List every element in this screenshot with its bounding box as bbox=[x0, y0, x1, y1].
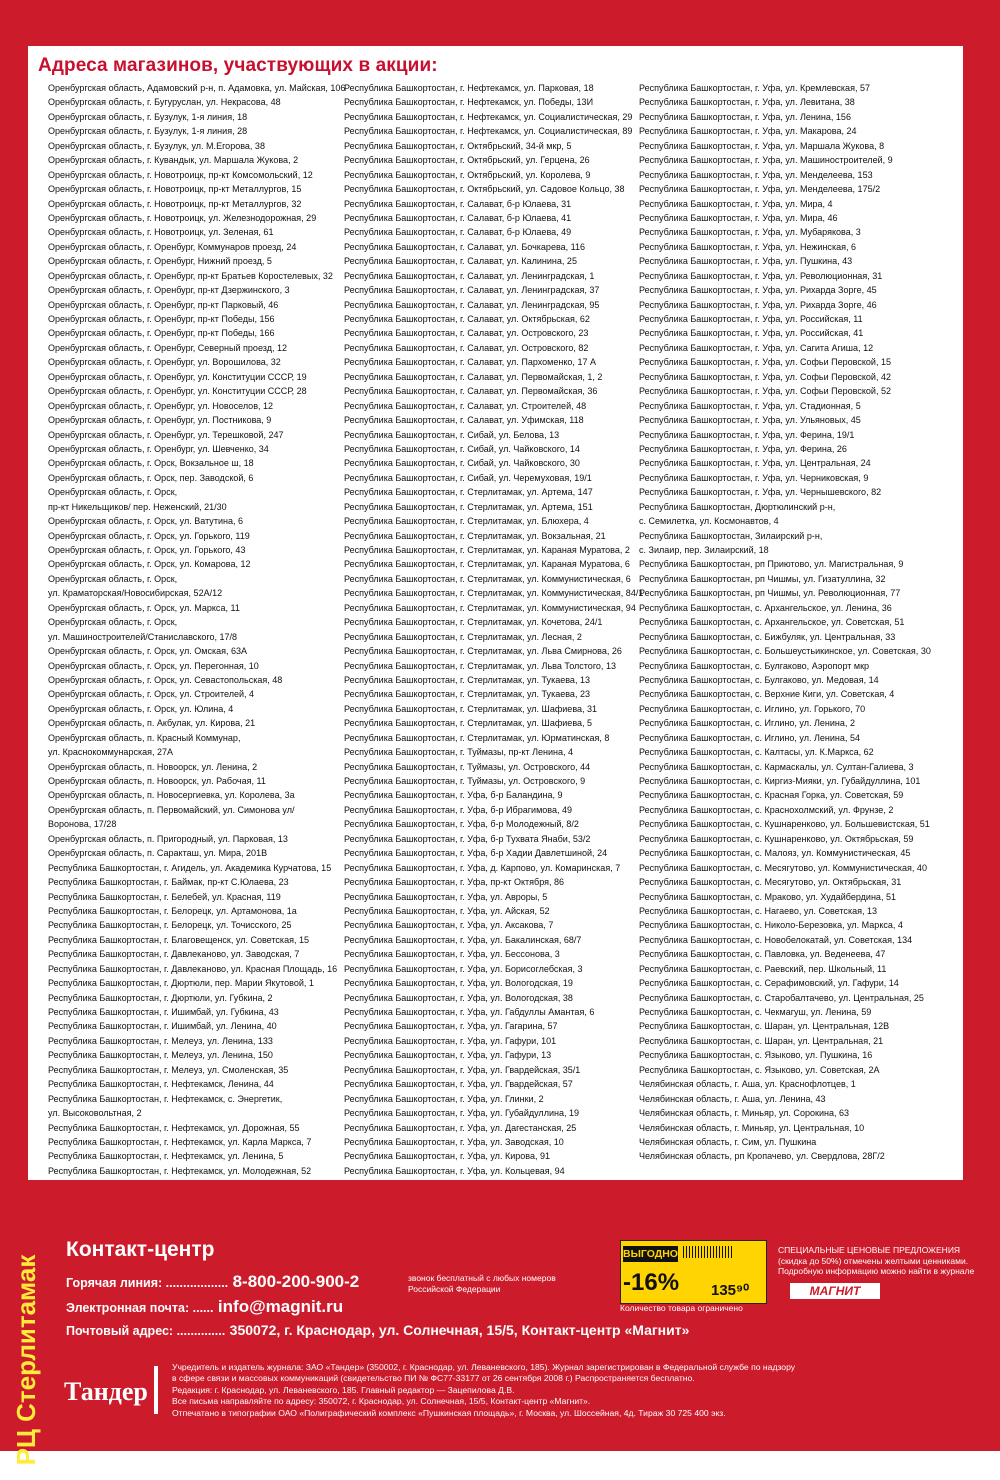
address-item: Челябинская область, г. Миньяр, ул. Сорокина, 63 bbox=[639, 1108, 850, 1120]
address-item: Оренбургская область, г. Оренбург, пр-кт Братьев Коростелевых, 32 bbox=[48, 270, 333, 282]
hotline-label: Горячая линия: .................. bbox=[66, 1276, 229, 1290]
address-item: Республика Башкортостан, с. Булгаково, Аэропорт мкр bbox=[639, 660, 870, 672]
address-item: Республика Башкортостан, г. Салават, ул. Строителей, 48 bbox=[344, 400, 587, 412]
address-item: Республика Башкортостан, г. Уфа, ул. Авроры, 5 bbox=[344, 891, 548, 903]
address-item: Республика Башкортостан, г. Ишимбай, ул. Ленина, 40 bbox=[48, 1021, 277, 1033]
address-item: Оренбургская область, г. Оренбург, пр-кт Победы, 166 bbox=[48, 328, 275, 340]
address-item: Челябинская область, г. Аша, ул. Ленина, 43 bbox=[639, 1093, 826, 1105]
address-item: Республика Башкортостан, г. Давлеканово, ул. Красная Площадь, 16 bbox=[48, 963, 338, 975]
address-item: Республика Башкортостан, г. Уфа, ул. Гвардейская, 57 bbox=[344, 1079, 573, 1091]
address-item: Оренбургская область, г. Новотроицк, ул. Зеленая, 61 bbox=[48, 227, 274, 239]
address-item: Оренбургская область, г. Орск, ул. Комарова, 12 bbox=[48, 559, 251, 571]
address-item: Воронова, 17/28 bbox=[48, 819, 117, 831]
address-item: Оренбургская область, г. Оренбург, Нижний проезд, 5 bbox=[48, 256, 272, 268]
address-item: Республика Башкортостан, г. Уфа, ул. Российская, 11 bbox=[639, 314, 863, 325]
address-column-1 bbox=[48, 82, 346, 1179]
address-item: Республика Башкортостан, г. Стерлитамак, ул. Тукаева, 13 bbox=[344, 674, 591, 686]
address-item: Республика Башкортостан, г. Салават, ул. Калинина, 25 bbox=[344, 256, 577, 268]
address-item: Республика Башкортостан, с. Языково, ул. Пушкина, 16 bbox=[639, 1050, 873, 1062]
address-item: Республика Башкортостан, с. Павловка, ул. Веденеева, 47 bbox=[639, 949, 886, 961]
address-item: Оренбургская область, г. Орск, ул. Омская, 63А bbox=[48, 646, 248, 658]
address-item: Республика Башкортостан, г. Салават, ул. Островского, 82 bbox=[344, 342, 589, 354]
address-item: Республика Башкортостан, г. Уфа, ул. Ленина, 156 bbox=[639, 111, 851, 123]
address-item: Республика Башкортостан, г. Уфа, ул. Стадионная, 5 bbox=[639, 400, 861, 412]
address-item: Оренбургская область, г. Кувандык, ул. Маршала Жукова, 2 bbox=[48, 155, 299, 167]
address-item: Республика Башкортостан, г. Стерлитамак, ул. Тукаева, 23 bbox=[344, 689, 591, 701]
address-item: Республика Башкортостан, г. Уфа, ул. Пушкина, 43 bbox=[639, 256, 853, 268]
address-item: Оренбургская область, г. Орск, bbox=[48, 573, 178, 585]
address-item: Оренбургская область, г. Орск, ул. Строителей, 4 bbox=[48, 689, 255, 701]
address-item: Республика Башкортостан, с. Архангельское, ул. Советская, 51 bbox=[639, 617, 905, 629]
address-item: Республика Башкортостан, г. Салават, ул. Первомайская, 1, 2 bbox=[344, 371, 603, 383]
address-item: Республика Башкортостан, г. Уфа, ул. Кольцевая, 94 bbox=[344, 1165, 565, 1177]
address-item: Республика Башкортостан, г. Уфа, ул. Мира, 4 bbox=[639, 198, 833, 210]
address-item: Республика Башкортостан, г. Уфа, ул. Чернышевского, 82 bbox=[639, 487, 882, 499]
address-item: Республика Башкортостан, г. Нефтекамск, ул. Карла Маркса, 7 bbox=[48, 1136, 312, 1148]
address-item: Республика Башкортостан, г. Стерлитамак, ул. Вокзальная, 21 bbox=[344, 530, 606, 542]
address-item: Республика Башкортостан, г. Стерлитамак, ул. Льва Толстого, 13 bbox=[344, 660, 616, 672]
address-item: Республика Башкортостан, г. Агидель, ул. Академика Курчатова, 15 bbox=[48, 862, 332, 874]
address-item: Оренбургская область, г. Новотроицк, пр-кт Металлургов, 32 bbox=[48, 198, 302, 210]
address-item: Оренбургская область, п. Новоорск, ул. Ленина, 2 bbox=[48, 761, 258, 773]
address-item: Республика Башкортостан, г. Давлеканово, ул. Заводская, 7 bbox=[48, 949, 300, 961]
promo-price: 135⁹⁰ bbox=[711, 1282, 750, 1299]
address-item: Республика Башкортостан, с. Кармаскалы, ул. Султан-Галиева, 3 bbox=[639, 761, 914, 773]
address-item: Оренбургская область, п. Пригородный, ул. Парковая, 13 bbox=[48, 833, 288, 845]
address-item: Республика Башкортостан, г. Белорецк, ул. Точисского, 25 bbox=[48, 920, 292, 932]
address-item: Республика Башкортостан, с. Большеустьикинское, ул. Советская, 30 bbox=[639, 646, 931, 658]
address-item: Республика Башкортостан, г. Уфа, ул. Черниковская, 9 bbox=[639, 472, 869, 484]
address-item: Республика Башкортостан, г. Уфа, ул. Бакалинская, 68/7 bbox=[344, 934, 582, 946]
address-item: Республика Башкортостан, г. Уфа, ул. Глинки, 2 bbox=[344, 1093, 544, 1105]
address-item: Республика Башкортостан, г. Салават, ул. Ленинградская, 37 bbox=[344, 285, 600, 297]
address-item: Республика Башкортостан, г. Уфа, ул. Ферина, 19/1 bbox=[639, 429, 855, 441]
address-item: Республика Башкортостан, с. Бижбуляк, ул. Центральная, 33 bbox=[639, 631, 896, 643]
address-item: Республика Башкортостан, г. Салават, ул. Октябрьская, 62 bbox=[344, 314, 590, 325]
address-item: Республика Башкортостан, с. Николо-Березовка, ул. Маркса, 4 bbox=[639, 920, 903, 932]
address-item: Челябинская область, г. Сим, ул. Пушкина bbox=[639, 1136, 817, 1148]
address-column-3 bbox=[639, 82, 939, 1165]
address-item: Оренбургская область, Адамовский р-н, п. Адамовка, ул. Майская, 106 bbox=[48, 83, 346, 94]
post-address-label: Почтовый адрес: .............. bbox=[66, 1324, 226, 1338]
address-item: Республика Башкортостан, г. Уфа, ул. Заводская, 10 bbox=[344, 1136, 564, 1148]
address-item: Республика Башкортостан, г. Уфа, ул. Софьи Перовской, 42 bbox=[639, 371, 892, 383]
address-item: Республика Башкортостан, г. Уфа, ул. Губайдуллина, 19 bbox=[344, 1108, 580, 1120]
address-item: Республика Башкортостан, г. Уфа, ул. Рихарда Зорге, 45 bbox=[639, 285, 877, 297]
address-item: Оренбургская область, г. Оренбург, Северный проезд, 12 bbox=[48, 342, 288, 354]
address-item: Республика Башкортостан, г. Салават, ул. Пархоменко, 17 А bbox=[344, 357, 596, 369]
address-item: Республика Башкортостан, с. Шаран, ул. Центральная, 21 bbox=[639, 1035, 884, 1047]
legal-line: Учредитель и издатель журнала: ЗАО «Тандер» (350002, г. Краснодар, ул. Леваневского, 185). Журнал зарегистрирован в Федеральной службе по надзору bbox=[172, 1362, 796, 1372]
address-item: Республика Башкортостан, с. Архангельское, ул. Ленина, 36 bbox=[639, 602, 892, 614]
address-item: Республика Башкортостан, г. Стерлитамак, ул. Кочетова, 24/1 bbox=[344, 617, 603, 629]
address-item: Республика Башкортостан, г. Мелеуз, ул. Ленина, 133 bbox=[48, 1035, 273, 1047]
address-item: Оренбургская область, г. Оренбург, пр-кт Победы, 156 bbox=[48, 314, 275, 325]
address-item: Республика Башкортостан, г. Нефтекамск, ул. Дорожная, 55 bbox=[48, 1122, 300, 1134]
address-item: Оренбургская область, г. Оренбург, пр-кт Парковый, 46 bbox=[48, 299, 279, 311]
address-item: Республика Башкортостан, г. Благовещенск, ул. Советская, 15 bbox=[48, 934, 310, 946]
address-item: Республика Башкортостан, с. Нагаево, ул. Советская, 13 bbox=[639, 905, 878, 917]
email-row bbox=[66, 1297, 343, 1317]
address-item: Республика Башкортостан, г. Уфа, ул. Мубарякова, 3 bbox=[639, 227, 861, 239]
address-item: Республика Башкортостан, г. Стерлитамак, ул. Шафиева, 5 bbox=[344, 718, 593, 730]
address-item: Республика Башкортостан, с. Иглино, ул. Горького, 70 bbox=[639, 703, 866, 715]
address-item: Оренбургская область, г. Оренбург, ул. Постникова, 9 bbox=[48, 415, 272, 427]
address-item: Республика Башкортостан, г. Уфа, б-р Хадии Давлетшиной, 24 bbox=[344, 848, 608, 860]
address-item: Республика Башкортостан, г. Уфа, ул. Вологодская, 38 bbox=[344, 992, 573, 1004]
address-item: Республика Башкортостан, г. Стерлитамак, ул. Блюхера, 4 bbox=[344, 516, 589, 528]
address-item: пр-кт Никельщиков/ пер. Неженский, 21/30 bbox=[48, 501, 227, 513]
address-item: Республика Башкортостан, с. Новобелокатай, ул. Советская, 134 bbox=[639, 934, 913, 946]
address-item: Оренбургская область, г. Оренбург, Коммунаров проезд, 24 bbox=[48, 241, 297, 253]
address-item: Республика Башкортостан, г. Стерлитамак, ул. Льва Смирнова, 26 bbox=[344, 646, 622, 658]
address-item: Республика Башкортостан, г. Нефтекамск, ул. Социалистическая, 29 bbox=[344, 111, 633, 123]
address-item: Оренбургская область, г. Орск, ул. Севастопольская, 48 bbox=[48, 674, 283, 686]
legal-line: Все письма направляйте по адресу: 350072, г. Краснодар, ул. Солнечная, 15/5, Контакт-центр «Магнит». bbox=[172, 1396, 591, 1407]
address-item: Республика Башкортостан, с. Языково, ул. Советская, 2А bbox=[639, 1064, 880, 1076]
promo-discount: -16% bbox=[623, 1269, 680, 1296]
address-item: Республика Башкортостан, г. Нефтекамск, с. Энергетик, bbox=[48, 1093, 283, 1105]
address-item: Оренбургская область, г. Оренбург, ул. Конституции СССР, 28 bbox=[48, 386, 307, 398]
address-item: Республика Башкортостан, г. Салават, ул. Бочкарева, 116 bbox=[344, 241, 586, 253]
address-item: Оренбургская область, г. Оренбург, ул. Новоселов, 12 bbox=[48, 400, 274, 412]
address-item: Республика Башкортостан, с. Мраково, ул. Худайбердина, 51 bbox=[639, 891, 897, 903]
address-item: Республика Башкортостан, г. Мелеуз, ул. Ленина, 150 bbox=[48, 1050, 273, 1062]
post-address-value: 350072, г. Краснодар, ул. Солнечная, 15/5, Контакт-центр «Магнит» bbox=[229, 1322, 690, 1338]
address-item: Республика Башкортостан, г. Нефтекамск, ул. Социалистическая, 89 bbox=[344, 126, 633, 138]
address-item: Республика Башкортостан, г. Уфа, ул. Сагита Агиша, 12 bbox=[639, 342, 874, 354]
address-item: Республика Башкортостан, г. Уфа, ул. Левитана, 38 bbox=[639, 97, 855, 109]
address-item: Республика Башкортостан, г. Сибай, ул. Чайковского, 30 bbox=[344, 458, 580, 470]
address-item: Оренбургская область, г. Орск, ул. Горького, 43 bbox=[48, 545, 246, 556]
address-item: с. Семилетка, ул. Космонавтов, 4 bbox=[639, 516, 779, 528]
address-item: Оренбургская область, п. Красный Коммунар, bbox=[48, 732, 241, 744]
address-item: Республика Башкортостан, г. Октябрьский, ул. Королева, 9 bbox=[344, 169, 591, 181]
free-call-note: звонок бесплатный с любых номеров Российской Федерации bbox=[408, 1273, 556, 1294]
address-item: Республика Башкортостан, г. Уфа, пр-кт Октября, 86 bbox=[344, 877, 565, 889]
address-item: Оренбургская область, г. Оренбург, ул. Ворошилова, 32 bbox=[48, 357, 281, 369]
address-item: Республика Башкортостан, с. Булгаково, ул. Медовая, 14 bbox=[639, 674, 879, 686]
address-item: Республика Башкортостан, г. Уфа, ул. Дагестанская, 25 bbox=[344, 1122, 577, 1134]
address-item: Республика Башкортостан, г. Стерлитамак, ул. Коммунистическая, 84/1 bbox=[344, 588, 644, 600]
address-item: Республика Башкортостан, г. Туймазы, ул. Островского, 44 bbox=[344, 761, 591, 773]
address-item: Оренбургская область, г. Бузулук, 1-я линия, 18 bbox=[48, 111, 248, 123]
promo-note: Количество товара ограничено bbox=[620, 1303, 743, 1313]
address-item: Республика Башкортостан, г. Нефтекамск, ул. Ленина, 5 bbox=[48, 1151, 284, 1163]
address-item: Оренбургская область, г. Новотроицк, пр-кт Металлургов, 15 bbox=[48, 184, 302, 196]
barcode-icon bbox=[683, 1246, 733, 1258]
address-item: Республика Башкортостан, г. Уфа, ул. Гафури, 101 bbox=[344, 1035, 557, 1047]
email-label: Электронная почта: ...... bbox=[66, 1301, 214, 1315]
address-item: Республика Башкортостан, с. Иглино, ул. Ленина, 2 bbox=[639, 718, 855, 730]
address-item: Республика Башкортостан, г. Туймазы, пр-кт Ленина, 4 bbox=[344, 747, 574, 759]
address-item: Республика Башкортостан, с. Чекмагуш, ул. Ленина, 59 bbox=[639, 1007, 872, 1018]
address-item: Республика Башкортостан, с. Красная Горка, ул. Советская, 59 bbox=[639, 790, 904, 802]
vertical-title: РЦ Стерлитамак bbox=[11, 1254, 41, 1466]
address-item: ул. Машиностроителей/Станиславского, 17/8 bbox=[48, 631, 238, 643]
address-item: Республика Башкортостан, г. Уфа, ул. Маршала Жукова, 8 bbox=[639, 140, 885, 152]
address-item: Республика Башкортостан, г. Салават, ул. Первомайская, 36 bbox=[344, 386, 598, 398]
address-item: Республика Башкортостан, с. Иглино, ул. Ленина, 54 bbox=[639, 732, 860, 744]
address-item: Республика Башкортостан, г. Дюртюли, ул. Губкина, 2 bbox=[48, 992, 273, 1004]
address-item: Республика Башкортостан, г. Уфа, ул. Гагарина, 57 bbox=[344, 1021, 558, 1033]
address-item: Оренбургская область, г. Орск, bbox=[48, 487, 178, 499]
address-item: Челябинская область, г. Миньяр, ул. Центральная, 10 bbox=[639, 1122, 865, 1134]
address-item: Республика Башкортостан, г. Уфа, ул. Машиностроителей, 9 bbox=[639, 155, 893, 167]
address-item: Республика Башкортостан, г. Белорецк, ул. Артамонова, 1а bbox=[48, 905, 297, 917]
address-item: Республика Башкортостан, с. Кушнаренково, ул. Большевистская, 51 bbox=[639, 819, 930, 831]
address-item: Оренбургская область, г. Оренбург, ул. Конституции СССР, 19 bbox=[48, 371, 307, 383]
address-item: Республика Башкортостан, с. Малояз, ул. Коммунистическая, 45 bbox=[639, 848, 911, 860]
address-item: Республика Башкортостан, г. Салават, ул. Ленинградская, 95 bbox=[344, 299, 600, 311]
address-item: Республика Башкортостан, с. Месягутово, ул. Октябрьская, 31 bbox=[639, 877, 902, 889]
address-item: Оренбургская область, п. Первомайский, ул. Симонова ул/ bbox=[48, 804, 295, 816]
address-item: Оренбургская область, г. Оренбург, ул. Терешковой, 247 bbox=[48, 429, 284, 441]
address-item: Республика Башкортостан, г. Уфа, б-р Баландина, 9 bbox=[344, 790, 563, 802]
address-item: Республика Башкортостан, г. Уфа, ул. Софьи Перовской, 15 bbox=[639, 357, 892, 369]
address-item: Республика Башкортостан, с. Шаран, ул. Центральная, 12В bbox=[639, 1021, 890, 1033]
address-item: Оренбургская область, г. Бузулук, 1-я линия, 28 bbox=[48, 126, 248, 138]
address-item: Республика Башкортостан, с. Месягутово, ул. Коммунистическая, 40 bbox=[639, 862, 927, 874]
tander-logo: Тандер bbox=[64, 1377, 148, 1406]
address-item: Оренбургская область, г. Орск, ул. Ватутина, 6 bbox=[48, 516, 244, 528]
address-item: Республика Башкортостан, г. Уфа, ул. Софьи Перовской, 52 bbox=[639, 386, 892, 398]
contact-center-title: Контакт-центр bbox=[66, 1238, 215, 1261]
address-item: Республика Башкортостан, г. Стерлитамак, ул. Коммунистическая, 6 bbox=[344, 573, 631, 585]
hotline-number[interactable]: 8-800-200-900-2 bbox=[232, 1272, 360, 1291]
address-item: Республика Башкортостан, г. Октябрьский, ул. Герцена, 26 bbox=[344, 155, 590, 167]
address-item: Челябинская область, г. Аша, ул. Краснофлотцев, 1 bbox=[639, 1079, 856, 1091]
address-item: Оренбургская область, г. Бузулук, ул. М.Егорова, 38 bbox=[48, 140, 265, 152]
address-item: Республика Башкортостан, г. Уфа, ул. Бессонова, 3 bbox=[344, 949, 560, 961]
address-item: Республика Башкортостан, г. Октябрьский, 34-й мкр, 5 bbox=[344, 140, 572, 152]
address-item: Республика Башкортостан, г. Нефтекамск, Ленина, 44 bbox=[48, 1079, 274, 1091]
address-item: Республика Башкортостан, г. Уфа, ул. Кирова, 91 bbox=[344, 1151, 551, 1163]
address-item: Оренбургская область, п. Новосергиевка, ул. Королева, 3а bbox=[48, 790, 295, 802]
address-item: Оренбургская область, г. Орск, ул. Перегонная, 10 bbox=[48, 660, 259, 672]
legal-line: Редакция: г. Краснодар, ул. Леваневского, 185. Главный редактор — Зацепилова Д.В. bbox=[172, 1384, 515, 1395]
address-item: Республика Башкортостан, г. Салават, б-р Юлаева, 41 bbox=[344, 212, 572, 224]
address-item: Республика Башкортостан, г. Салават, б-р Юлаева, 49 bbox=[344, 227, 572, 239]
address-item: Республика Башкортостан, г. Стерлитамак, ул. Караная Муратова, 6 bbox=[344, 559, 630, 571]
address-item: Республика Башкортостан, рп Чишмы, ул. Революционная, 77 bbox=[639, 588, 901, 600]
address-item: Республика Башкортостан, г. Уфа, ул. Габдуллы Амантая, 6 bbox=[344, 1007, 595, 1018]
legal-imprint bbox=[172, 1362, 972, 1419]
hotline-row bbox=[66, 1272, 359, 1292]
address-item: Республика Башкортостан, г. Дюртюли, пер. Марии Якутовой, 1 bbox=[48, 978, 314, 990]
legal-line: Отпечатано в типографии ОАО «Полиграфический комплекс «Пушкинская площадь», г. Москва, ул. Шоссейная, 4д. Тираж 30 725 400 экз. bbox=[172, 1407, 726, 1418]
address-item: Республика Башкортостан, г. Уфа, ул. Менделеева, 153 bbox=[639, 169, 873, 181]
address-item: Оренбургская область, г. Орск, ул. Горького, 119 bbox=[48, 530, 250, 542]
address-item: Республика Башкортостан, г. Уфа, ул. Менделеева, 175/2 bbox=[639, 184, 881, 196]
address-item: Республика Башкортостан, г. Уфа, б-р Ибрагимова, 49 bbox=[344, 804, 573, 816]
address-item: Республика Башкортостан, г. Уфа, ул. Айская, 52 bbox=[344, 905, 550, 917]
special-offers-text: СПЕЦИАЛЬНЫЕ ЦЕНОВЫЕ ПРЕДЛОЖЕНИЯ (скидка до 50%) отмечены желтыми ценниками. Подробную информацию можно найти в журнале bbox=[778, 1245, 975, 1276]
address-item: Челябинская область, рп Кропачево, ул. Свердлова, 28Г/2 bbox=[639, 1151, 885, 1163]
address-item: Республика Башкортостан, г. Сибай, ул. Чайковского, 14 bbox=[344, 443, 580, 455]
address-item: Оренбургская область, г. Оренбург, пр-кт Дзержинского, 3 bbox=[48, 285, 290, 297]
address-column-2 bbox=[344, 82, 644, 1179]
address-item: Республика Башкортостан, с. Кушнаренково, ул. Октябрьская, 59 bbox=[639, 833, 914, 845]
address-item: Республика Башкортостан, с. Серафимовский, ул. Гафури, 14 bbox=[639, 978, 899, 990]
address-item: Республика Башкортостан, г. Уфа, ул. Центральная, 24 bbox=[639, 458, 871, 470]
address-item: Республика Башкортостан, г. Нефтекамск, ул. Победы, 13И bbox=[344, 97, 594, 109]
address-item: Республика Башкортостан, г. Стерлитамак, ул. Шафиева, 31 bbox=[344, 703, 598, 715]
address-item: Республика Башкортостан, г. Нефтекамск, ул. Парковая, 18 bbox=[344, 83, 594, 94]
address-item: Республика Башкортостан, рп Приютово, ул. Магистральная, 9 bbox=[639, 559, 904, 571]
address-item: Республика Башкортостан, г. Мелеуз, ул. Смоленская, 35 bbox=[48, 1064, 289, 1076]
address-item: Республика Башкортостан, г. Уфа, ул. Ульяновых, 45 bbox=[639, 415, 861, 427]
page-title: Адреса магазинов, участвующих в акции: bbox=[38, 55, 438, 76]
address-item: Республика Башкортостан, с. Старобалтачево, ул. Центральная, 25 bbox=[639, 992, 924, 1004]
address-item: Республика Башкортостан, г. Уфа, б-р Тухвата Янаби, 53/2 bbox=[344, 833, 591, 845]
address-item: Республика Башкортостан, г. Уфа, ул. Борисоглебская, 3 bbox=[344, 963, 583, 975]
address-item: Оренбургская область, г. Орск, пер. Заводской, 6 bbox=[48, 472, 254, 484]
email-link[interactable]: info@magnit.ru bbox=[217, 1297, 344, 1316]
address-item: Республика Башкортостан, г. Стерлитамак, ул. Караная Муратова, 2 bbox=[344, 545, 630, 556]
promo-tag: ВЫГОДНО bbox=[623, 1248, 678, 1260]
address-item: Республика Башкортостан, г. Баймак, пр-кт С.Юлаева, 23 bbox=[48, 877, 289, 889]
address-item: Оренбургская область, г. Орск, ул. Юлина, 4 bbox=[48, 703, 234, 715]
address-item: Республика Башкортостан, г. Октябрьский, ул. Садовое Кольцо, 38 bbox=[344, 184, 625, 196]
address-item: Республика Башкортостан, г. Стерлитамак, ул. Артема, 151 bbox=[344, 501, 593, 513]
address-item: Республика Башкортостан, г. Салават, ул. Ленинградская, 1 bbox=[344, 270, 595, 282]
address-item: Республика Башкортостан, Дюртюлинский р-н, bbox=[639, 501, 836, 513]
address-item: ул. Высоковольтная, 2 bbox=[48, 1108, 142, 1120]
address-item: Республика Башкортостан, г. Уфа, ул. Гвардейская, 35/1 bbox=[344, 1064, 581, 1076]
address-item: Республика Башкортостан, г. Уфа, ул. Вологодская, 19 bbox=[344, 978, 573, 990]
address-item: Республика Башкортостан, г. Уфа, ул. Нежинская, 6 bbox=[639, 241, 857, 253]
address-item: Республика Башкортостан, г. Стерлитамак, ул. Коммунистическая, 94 bbox=[344, 602, 636, 614]
address-item: Республика Башкортостан, рп Чишмы, ул. Гизатуллина, 32 bbox=[639, 573, 886, 585]
address-item: Республика Башкортостан, г. Сибай, ул. Черемуховая, 19/1 bbox=[344, 472, 592, 484]
legal-line: в сфере связи и массовых коммуникаций (свидетельство ПИ № ФС77-33177 от 26 сентября 2008 г.) Распространяется бесплатно. bbox=[172, 1373, 695, 1384]
address-item: Республика Башкортостан, г. Уфа, ул. Ферина, 26 bbox=[639, 443, 847, 455]
address-item: Республика Башкортостан, г. Уфа, ул. Аксакова, 7 bbox=[344, 920, 554, 932]
address-item: Республика Башкортостан, г. Стерлитамак, ул. Артема, 147 bbox=[344, 487, 593, 499]
address-item: Республика Башкортостан, г. Сибай, ул. Белова, 13 bbox=[344, 429, 560, 441]
address-item: Республика Башкортостан, г. Стерлитамак, ул. Лесная, 2 bbox=[344, 631, 582, 643]
address-item: Республика Башкортостан, с. Краснохолмский, ул. Фрунзе, 2 bbox=[639, 804, 894, 816]
address-item: Республика Башкортостан, г. Уфа, ул. Революционная, 31 bbox=[639, 270, 883, 282]
address-item: Республика Башкортостан, г. Стерлитамак, ул. Юрматинская, 8 bbox=[344, 732, 610, 744]
address-item: Республика Башкортостан, г. Ишимбай, ул. Губкина, 43 bbox=[48, 1007, 279, 1018]
address-item: ул. Краснокоммунарская, 27А bbox=[48, 747, 174, 759]
address-item: Оренбургская область, п. Новоорск, ул. Рабочая, 11 bbox=[48, 776, 266, 787]
magnit-logo: МАГНИТ bbox=[790, 1283, 880, 1299]
address-item: Республика Башкортостан, г. Уфа, ул. Российская, 41 bbox=[639, 328, 864, 340]
address-item: Республика Башкортостан, г. Уфа, ул. Мира, 46 bbox=[639, 212, 838, 224]
address-item: Республика Башкортостан, г. Салават, б-р Юлаева, 31 bbox=[344, 198, 572, 210]
address-item: Республика Башкортостан, г. Уфа, ул. Кремлевская, 57 bbox=[639, 83, 871, 94]
post-address-row bbox=[66, 1322, 689, 1340]
address-item: Республика Башкортостан, г. Салават, ул. Островского, 23 bbox=[344, 328, 589, 340]
address-item: Республика Башкортостан, г. Нефтекамск, ул. Молодежная, 52 bbox=[48, 1165, 312, 1177]
address-item: Оренбургская область, г. Орск, Вокзальное ш, 18 bbox=[48, 458, 254, 470]
address-item: Республика Башкортостан, г. Белебей, ул. Красная, 119 bbox=[48, 891, 281, 903]
address-item: Республика Башкортостан, Зилаирский р-н, bbox=[639, 530, 823, 542]
address-panel bbox=[28, 46, 963, 1180]
address-item: с. Зилаир, пер. Зилаирский, 18 bbox=[639, 545, 769, 556]
address-item: Оренбургская область, г. Новотроицк, пр-кт Комсомольский, 12 bbox=[48, 169, 313, 181]
divider bbox=[154, 1366, 158, 1414]
address-item: Оренбургская область, п. Акбулак, ул. Кирова, 21 bbox=[48, 718, 256, 730]
address-item: Оренбургская область, г. Орск, bbox=[48, 617, 178, 629]
address-item: Республика Башкортостан, с. Верхние Киги, ул. Советская, 4 bbox=[639, 689, 895, 701]
address-item: Республика Башкортостан, г. Уфа, ул. Гафури, 13 bbox=[344, 1050, 552, 1062]
price-tag-sample bbox=[620, 1240, 767, 1304]
address-item: Республика Башкортостан, г. Уфа, б-р Молодежный, 8/2 bbox=[344, 819, 579, 831]
address-item: Оренбургская область, г. Орск, ул. Маркса, 11 bbox=[48, 602, 240, 614]
address-item: Республика Башкортостан, с. Калтасы, ул. К.Маркса, 62 bbox=[639, 747, 874, 759]
address-item: Республика Башкортостан, с. Раевский, пер. Школьный, 11 bbox=[639, 963, 887, 975]
address-item: Республика Башкортостан, г. Уфа, ул. Рихарда Зорге, 46 bbox=[639, 299, 877, 311]
address-item: Оренбургская область, г. Оренбург, ул. Шевченко, 34 bbox=[48, 443, 269, 455]
address-item: Республика Башкортостан, г. Уфа, ул. Макарова, 24 bbox=[639, 126, 857, 138]
address-item: Республика Башкортостан, г. Салават, ул. Уфимская, 118 bbox=[344, 415, 584, 427]
address-item: ул. Краматорская/Новосибирская, 52А/12 bbox=[48, 588, 223, 600]
address-item: Оренбургская область, г. Бугуруслан, ул. Некрасова, 48 bbox=[48, 97, 281, 109]
address-item: Оренбургская область, п. Саракташ, ул. Мира, 201В bbox=[48, 848, 268, 860]
address-item: Оренбургская область, г. Новотроицк, ул. Железнодорожная, 29 bbox=[48, 212, 317, 224]
address-item: Республика Башкортостан, с. Киргиз-Мияки, ул. Губайдуллина, 101 bbox=[639, 776, 921, 787]
address-item: Республика Башкортостан, г. Туймазы, ул. Островского, 9 bbox=[344, 776, 586, 787]
address-item: Республика Башкортостан, г. Уфа, д. Карпово, ул. Комаринская, 7 bbox=[344, 862, 621, 874]
